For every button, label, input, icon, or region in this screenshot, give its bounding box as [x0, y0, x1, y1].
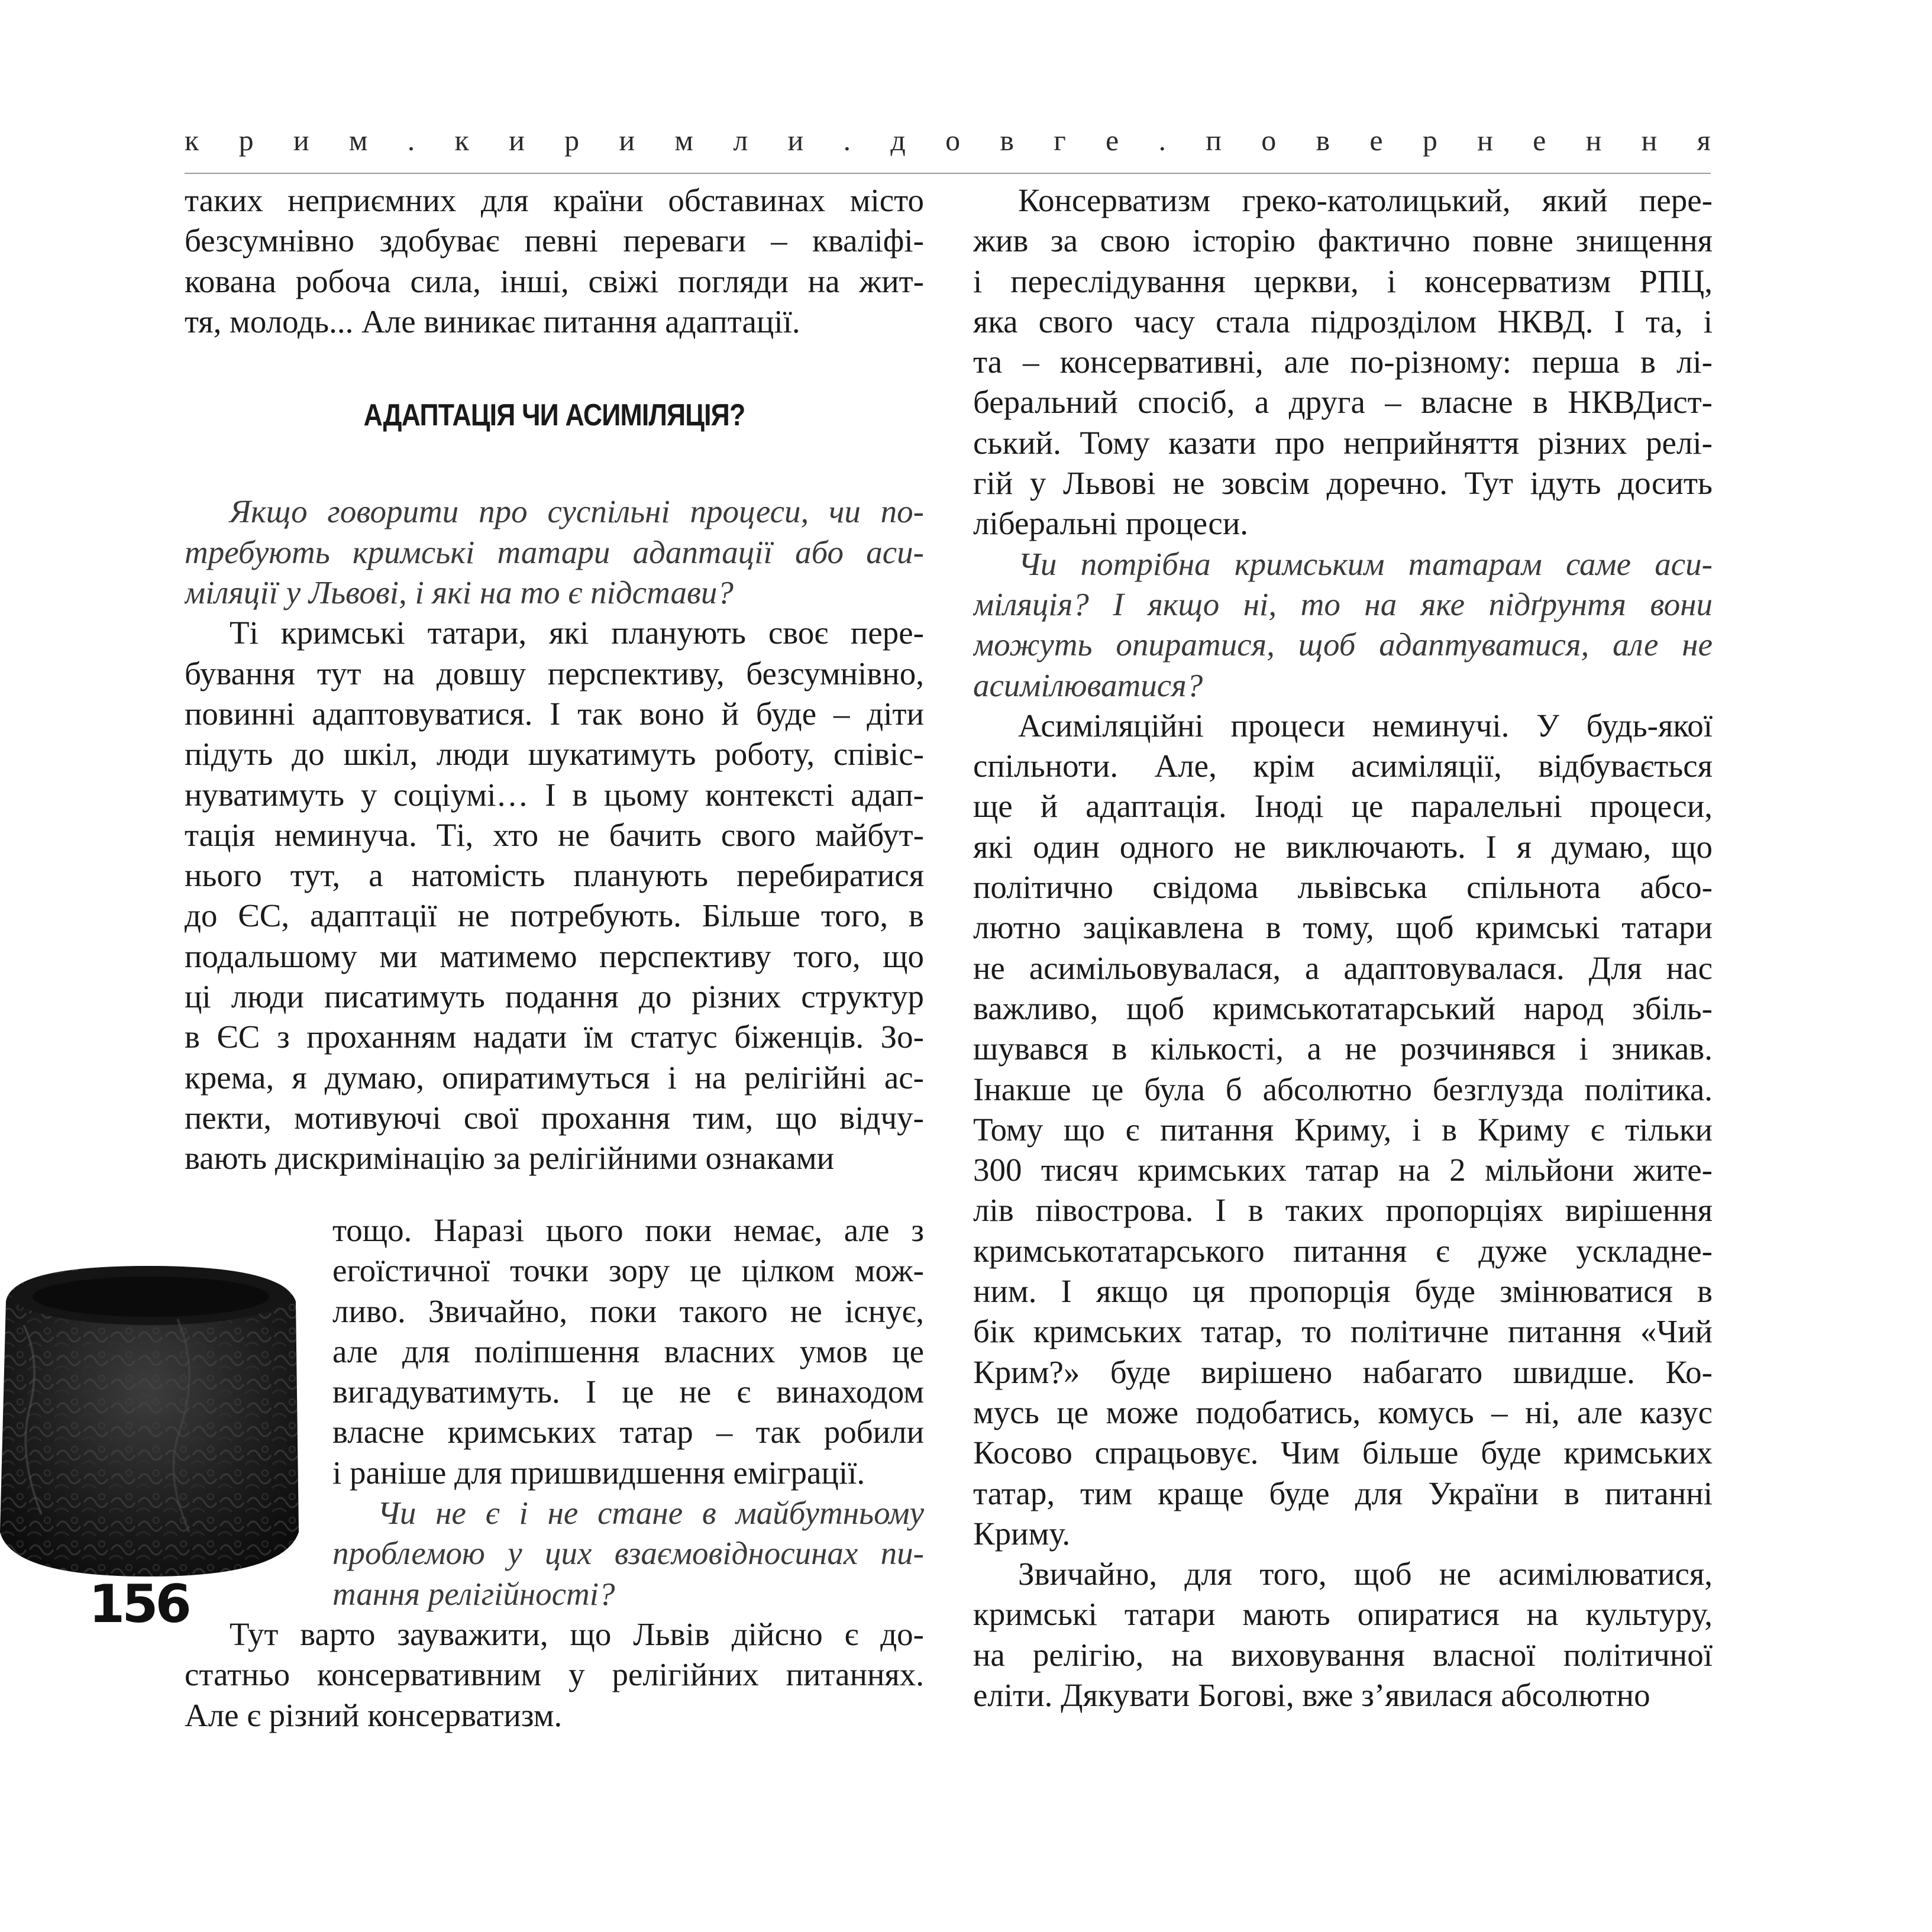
text-line: власне кримських татар – так робили [332, 1414, 924, 1450]
text-line: до ЄС, адаптації не потребують. Більше того, в [185, 897, 924, 934]
header-letter: н [1641, 124, 1658, 157]
text-line: Чи не є і не стане в майбутньому [377, 1495, 924, 1532]
fur-hat-photo [0, 1254, 308, 1585]
text-line: гій у Львові не зовсім доречно. Тут ідуть досить [973, 465, 1713, 502]
text-line: Звичайно, для того, щоб не асимілюватися, [1018, 1556, 1713, 1592]
header-letter: в [1000, 124, 1014, 157]
text-line: і раніше для пришвидшення еміграції. [332, 1454, 865, 1491]
text-line: кримські татари мають опиратися на культуру, [973, 1596, 1713, 1633]
text-line: ці люди писатимуть подання до різних структур [185, 978, 924, 1015]
text-line: жив за свою історію фактично повне знищення [973, 222, 1713, 259]
text-line: еліти. Дякувати Богові, вже з’явилася абсолютно [973, 1676, 1650, 1713]
answer-1-continued [332, 1210, 924, 1493]
header-letter: м [348, 124, 368, 157]
header-letter: . [1158, 124, 1166, 157]
header-letter: в [1316, 124, 1330, 157]
text-line: подальшому ми матимемо перспективу того, що [185, 938, 924, 974]
text-line: і переслідування церкви, і консерватизм РПЦ, [973, 263, 1713, 299]
text-line: ще й адаптація. Іноді це паралельні процеси, [973, 788, 1713, 825]
text-line: статньо консервативним у релігійних питаннях. [185, 1656, 924, 1693]
text-line: 300 тисяч кримських татар на 2 мільйони жите- [973, 1152, 1713, 1188]
header-letter: я [1697, 124, 1711, 157]
right-paragraph-1 [973, 180, 1713, 544]
header-letter: л [733, 124, 748, 157]
header-letter: к [454, 124, 469, 157]
text-line: тощо. Наразі цього поки немає, але з [332, 1212, 924, 1248]
right-paragraph-3 [973, 1554, 1713, 1715]
text-line: не асимільовувалася, а адаптовувалася. Для нас [973, 949, 1713, 986]
header-letter: к [185, 124, 199, 157]
text-line: ський. Тому казати про неприйняття різних релі- [973, 424, 1713, 461]
text-line: кримськотатарського питання є дуже ускладне- [973, 1232, 1713, 1269]
text-line: беральний спосіб, а друга – власне в НКВДист- [973, 384, 1713, 421]
text-line: Асиміляційні процеси неминучі. У будь-якої [1018, 707, 1713, 744]
text-line: політично свідома львівська спільнота абсо- [973, 869, 1713, 906]
text-line: вають дискримінацію за релігійними ознаками [185, 1140, 835, 1177]
header-letter: н [1585, 124, 1602, 157]
left-bottom-block [185, 1614, 924, 1736]
text-line: крема, я думаю, опиратимуться і на релігійні ас- [185, 1059, 924, 1096]
running-header [185, 122, 1711, 158]
header-letter: р [564, 124, 580, 157]
text-line: але для поліпшення власних умов це [332, 1333, 924, 1369]
header-letter: . [407, 124, 415, 157]
text-line: Але є різний консерватизм. [185, 1697, 563, 1733]
text-line: Тут варто зауважити, що Львів дійсно є до- [230, 1616, 924, 1652]
text-line: Тому що є питання Криму, і в Криму є тільки [973, 1111, 1713, 1148]
header-letter: р [238, 124, 254, 157]
question-2 [332, 1493, 924, 1614]
text-line: Косово спрацьовує. Чим більше буде кримських [973, 1435, 1713, 1471]
left-wrapped-block [332, 1210, 924, 1614]
header-letter: и [619, 124, 635, 157]
fur-hat-illustration [0, 1254, 308, 1585]
header-letter: г [1054, 124, 1066, 157]
header-letter: и [509, 124, 525, 157]
text-line: кована робоча сила, інші, свіжі погляди на жит- [185, 263, 924, 299]
text-line: Якщо говорити про суспільні процеси, чи по- [230, 493, 924, 530]
question-3 [973, 544, 1713, 706]
text-line: Інакше це була б абсолютно безглузда політика. [973, 1071, 1713, 1107]
left-column [185, 180, 924, 1179]
header-letter: о [1261, 124, 1277, 157]
text-line: міляції у Львові, і які на то є підстави? [185, 574, 734, 611]
text-line: ливо. Звичайно, поки такого не існує, [332, 1293, 924, 1329]
text-line: тання релігійності? [332, 1575, 615, 1612]
header-letter: и [787, 124, 804, 157]
text-line: Крим?» буде вирішено набагато швидше. Ко- [973, 1353, 1713, 1390]
text-line: які один одного не виключають. І я думаю, що [973, 828, 1713, 865]
text-line: нуватимуть у соціумі… І в цьому контексті адап- [185, 776, 924, 813]
text-line: татар, тим краще буде для України в питанні [973, 1475, 1713, 1511]
text-line: Консерватизм греко-католицький, який пере- [1018, 182, 1713, 218]
text-line: мусь це може подобатись, комусь – ні, але казус [973, 1394, 1713, 1430]
text-line: лютно зацікавлена в тому, щоб кримські татари [973, 909, 1713, 946]
text-line: бік кримських татар, то політичне питання «Чий [973, 1313, 1713, 1350]
text-line: пекти, мотивуючі свої прохання тим, що відчу- [185, 1099, 924, 1136]
text-line: лів півострова. І в таких пропорціях вирішення [973, 1192, 1713, 1229]
text-line: важливо, щоб кримськотатарський народ збіль- [973, 990, 1713, 1026]
header-letter: . [843, 124, 851, 157]
text-line: тація неминуча. Ті, хто не бачить свого майбут- [185, 816, 924, 853]
answer-1-paragraph [185, 613, 924, 1178]
text-line: підуть до шкіл, люди шукатимуть роботу, співіс- [185, 736, 924, 773]
text-line: ліберальні процеси. [973, 505, 1249, 542]
page-number: 156 [89, 1574, 189, 1634]
text-line: яка свого часу стала підрозділом НКВД. І та, і [973, 303, 1713, 340]
header-letter: п [1206, 124, 1222, 157]
text-line: таких неприємних для країни обставинах місто [185, 182, 924, 218]
text-line: требують кримські татари адаптації або аси- [185, 534, 924, 570]
text-line: на релігію, на виховування власної політичної [973, 1636, 1713, 1673]
text-line: в ЄС з проханням надати їм статус біженців. Зо- [185, 1019, 924, 1055]
header-letter: м [674, 124, 694, 157]
text-line: Криму. [973, 1515, 1071, 1552]
text-line: можуть опиратися, щоб адаптуватися, але не [973, 626, 1713, 663]
text-line: безсумнівно здобуває певні переваги – кваліфі- [185, 222, 924, 259]
text-line: спільноти. Але, крім асиміляції, відбувається [973, 748, 1713, 784]
question-1 [185, 492, 924, 613]
text-line: повинні адаптовуватися. І так воно й буде – діти [185, 695, 924, 732]
left-intro-paragraph [185, 180, 924, 342]
text-line: ним. І якщо ця пропорція буде змінюватися в [973, 1273, 1713, 1310]
text-line: асимілюватися? [973, 667, 1203, 703]
header-rule [185, 173, 1711, 174]
right-column [973, 180, 1713, 1715]
header-letter: и [293, 124, 309, 157]
header-letter: е [1105, 124, 1119, 157]
header-letter: о [945, 124, 961, 157]
header-letter: е [1369, 124, 1383, 157]
header-letter: е [1533, 124, 1546, 157]
header-letter: р [1422, 124, 1437, 157]
text-line: нього тут, а натомість планують перебиратися [185, 857, 924, 894]
text-line: тя, молодь... Але виникає питання адаптації. [185, 303, 800, 340]
text-line: Чи потрібна кримським татарам саме аси- [1018, 545, 1713, 582]
text-line: вигадуватимуть. І це не є винаходом [332, 1374, 924, 1410]
text-line: та – консервативні, але по-різному: перша в лі- [973, 344, 1713, 380]
text-line: Ті кримські татари, які планують своє пере- [230, 615, 924, 651]
right-paragraph-2 [973, 706, 1713, 1554]
header-letter: д [890, 124, 906, 157]
header-letter: н [1477, 124, 1493, 157]
text-line: міляція? І якщо ні, то на яке підґрунтя вони [973, 586, 1713, 622]
answer-2-paragraph [185, 1614, 924, 1736]
text-line: шувався в кількості, а не розчинявся і зникав. [973, 1030, 1713, 1067]
text-line: бування тут на довшу перспективу, безсумнівно, [185, 655, 924, 692]
section-heading: АДАПТАЦІЯ ЧИ АСИМІЛЯЦІЯ? [363, 398, 745, 433]
text-line: егоїстичної точки зору це цілком мож- [332, 1252, 924, 1289]
text-line: проблемою у цих взаємовідносинах пи- [332, 1535, 924, 1572]
